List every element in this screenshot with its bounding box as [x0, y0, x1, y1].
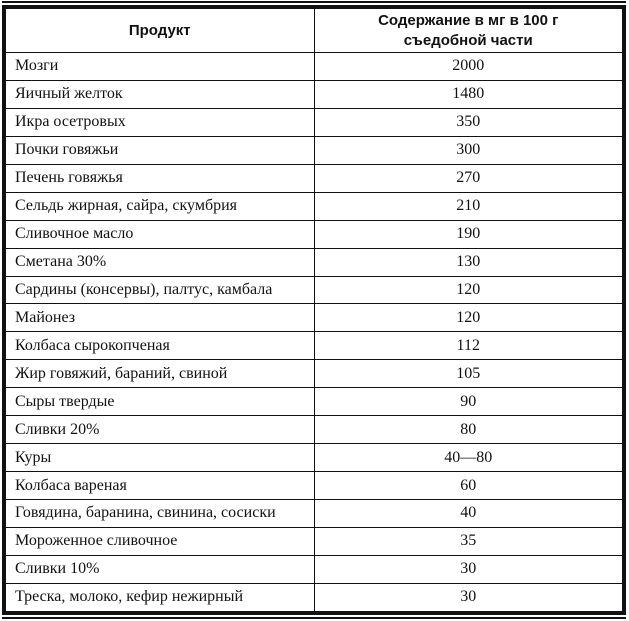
value-cell: 1480: [314, 80, 623, 108]
product-cell: Яичный желток: [6, 80, 315, 108]
value-cell: 130: [314, 248, 623, 276]
table-row: [6, 53, 623, 81]
table-row: [6, 164, 623, 192]
product-cell: Сельдь жирная, сайра, скумбрия: [6, 192, 315, 220]
value-cell: 80: [314, 416, 623, 444]
value-cell: 105: [314, 360, 623, 388]
product-cell: Жир говяжий, бараний, свиной: [6, 360, 315, 388]
table-row: [6, 500, 623, 528]
table-row: [6, 416, 623, 444]
value-cell: 300: [314, 136, 623, 164]
table-row: [6, 388, 623, 416]
value-cell: 90: [314, 388, 623, 416]
table-row: [6, 444, 623, 472]
value-cell: 270: [314, 164, 623, 192]
table-row: [6, 527, 623, 555]
table-row: [6, 555, 623, 583]
product-cell: Мозги: [6, 53, 315, 81]
product-cell: Майонез: [6, 304, 315, 332]
value-cell: 350: [314, 108, 623, 136]
value-cell: 112: [314, 332, 623, 360]
table-row: [6, 332, 623, 360]
header-row: [6, 9, 623, 53]
value-cell: 2000: [314, 53, 623, 81]
table-row: [6, 192, 623, 220]
table-row: [6, 276, 623, 304]
product-cell: Сливочное масло: [6, 220, 315, 248]
value-cell: 35: [314, 527, 623, 555]
product-cell: Сардины (консервы), палтус, камбала: [6, 276, 315, 304]
value-cell: 210: [314, 192, 623, 220]
table-header: [6, 9, 623, 53]
table-row: [6, 80, 623, 108]
value-cell: 190: [314, 220, 623, 248]
product-cell: Колбаса сырокопченая: [6, 332, 315, 360]
table-body: [6, 53, 623, 612]
table-row: [6, 360, 623, 388]
value-cell: 30: [314, 555, 623, 583]
value-cell: 60: [314, 472, 623, 500]
product-cell: Печень говяжья: [6, 164, 315, 192]
table-row: [6, 108, 623, 136]
column-header-product: Продукт: [6, 9, 315, 53]
column-header-content: [314, 9, 623, 53]
value-cell: 120: [314, 304, 623, 332]
table-row: [6, 472, 623, 500]
table-row: [6, 136, 623, 164]
product-cell: Говядина, баранина, свинина, сосиски: [6, 500, 315, 528]
table-row: [6, 304, 623, 332]
table-row: [6, 583, 623, 611]
product-cell: Икра осетровых: [6, 108, 315, 136]
product-cell: Сметана 30%: [6, 248, 315, 276]
product-cell: Треска, молоко, кефир нежирный: [6, 583, 315, 611]
product-cell: Сливки 10%: [6, 555, 315, 583]
product-cell: Сыры твердые: [6, 388, 315, 416]
table-inner-frame: [2, 5, 626, 615]
value-cell: 120: [314, 276, 623, 304]
value-cell: 40: [314, 500, 623, 528]
table-row: [6, 248, 623, 276]
table-outer-frame: [2, 1, 626, 619]
value-cell: 40—80: [314, 444, 623, 472]
column-header-content-label: Содержание в мг в 100 г съедобной части: [378, 12, 559, 49]
product-cell: Куры: [6, 444, 315, 472]
cholesterol-table: [5, 8, 623, 612]
value-cell: 30: [314, 583, 623, 611]
table-row: [6, 220, 623, 248]
product-cell: Сливки 20%: [6, 416, 315, 444]
product-cell: Мороженное сливочное: [6, 527, 315, 555]
product-cell: Колбаса вареная: [6, 472, 315, 500]
product-cell: Почки говяжьи: [6, 136, 315, 164]
